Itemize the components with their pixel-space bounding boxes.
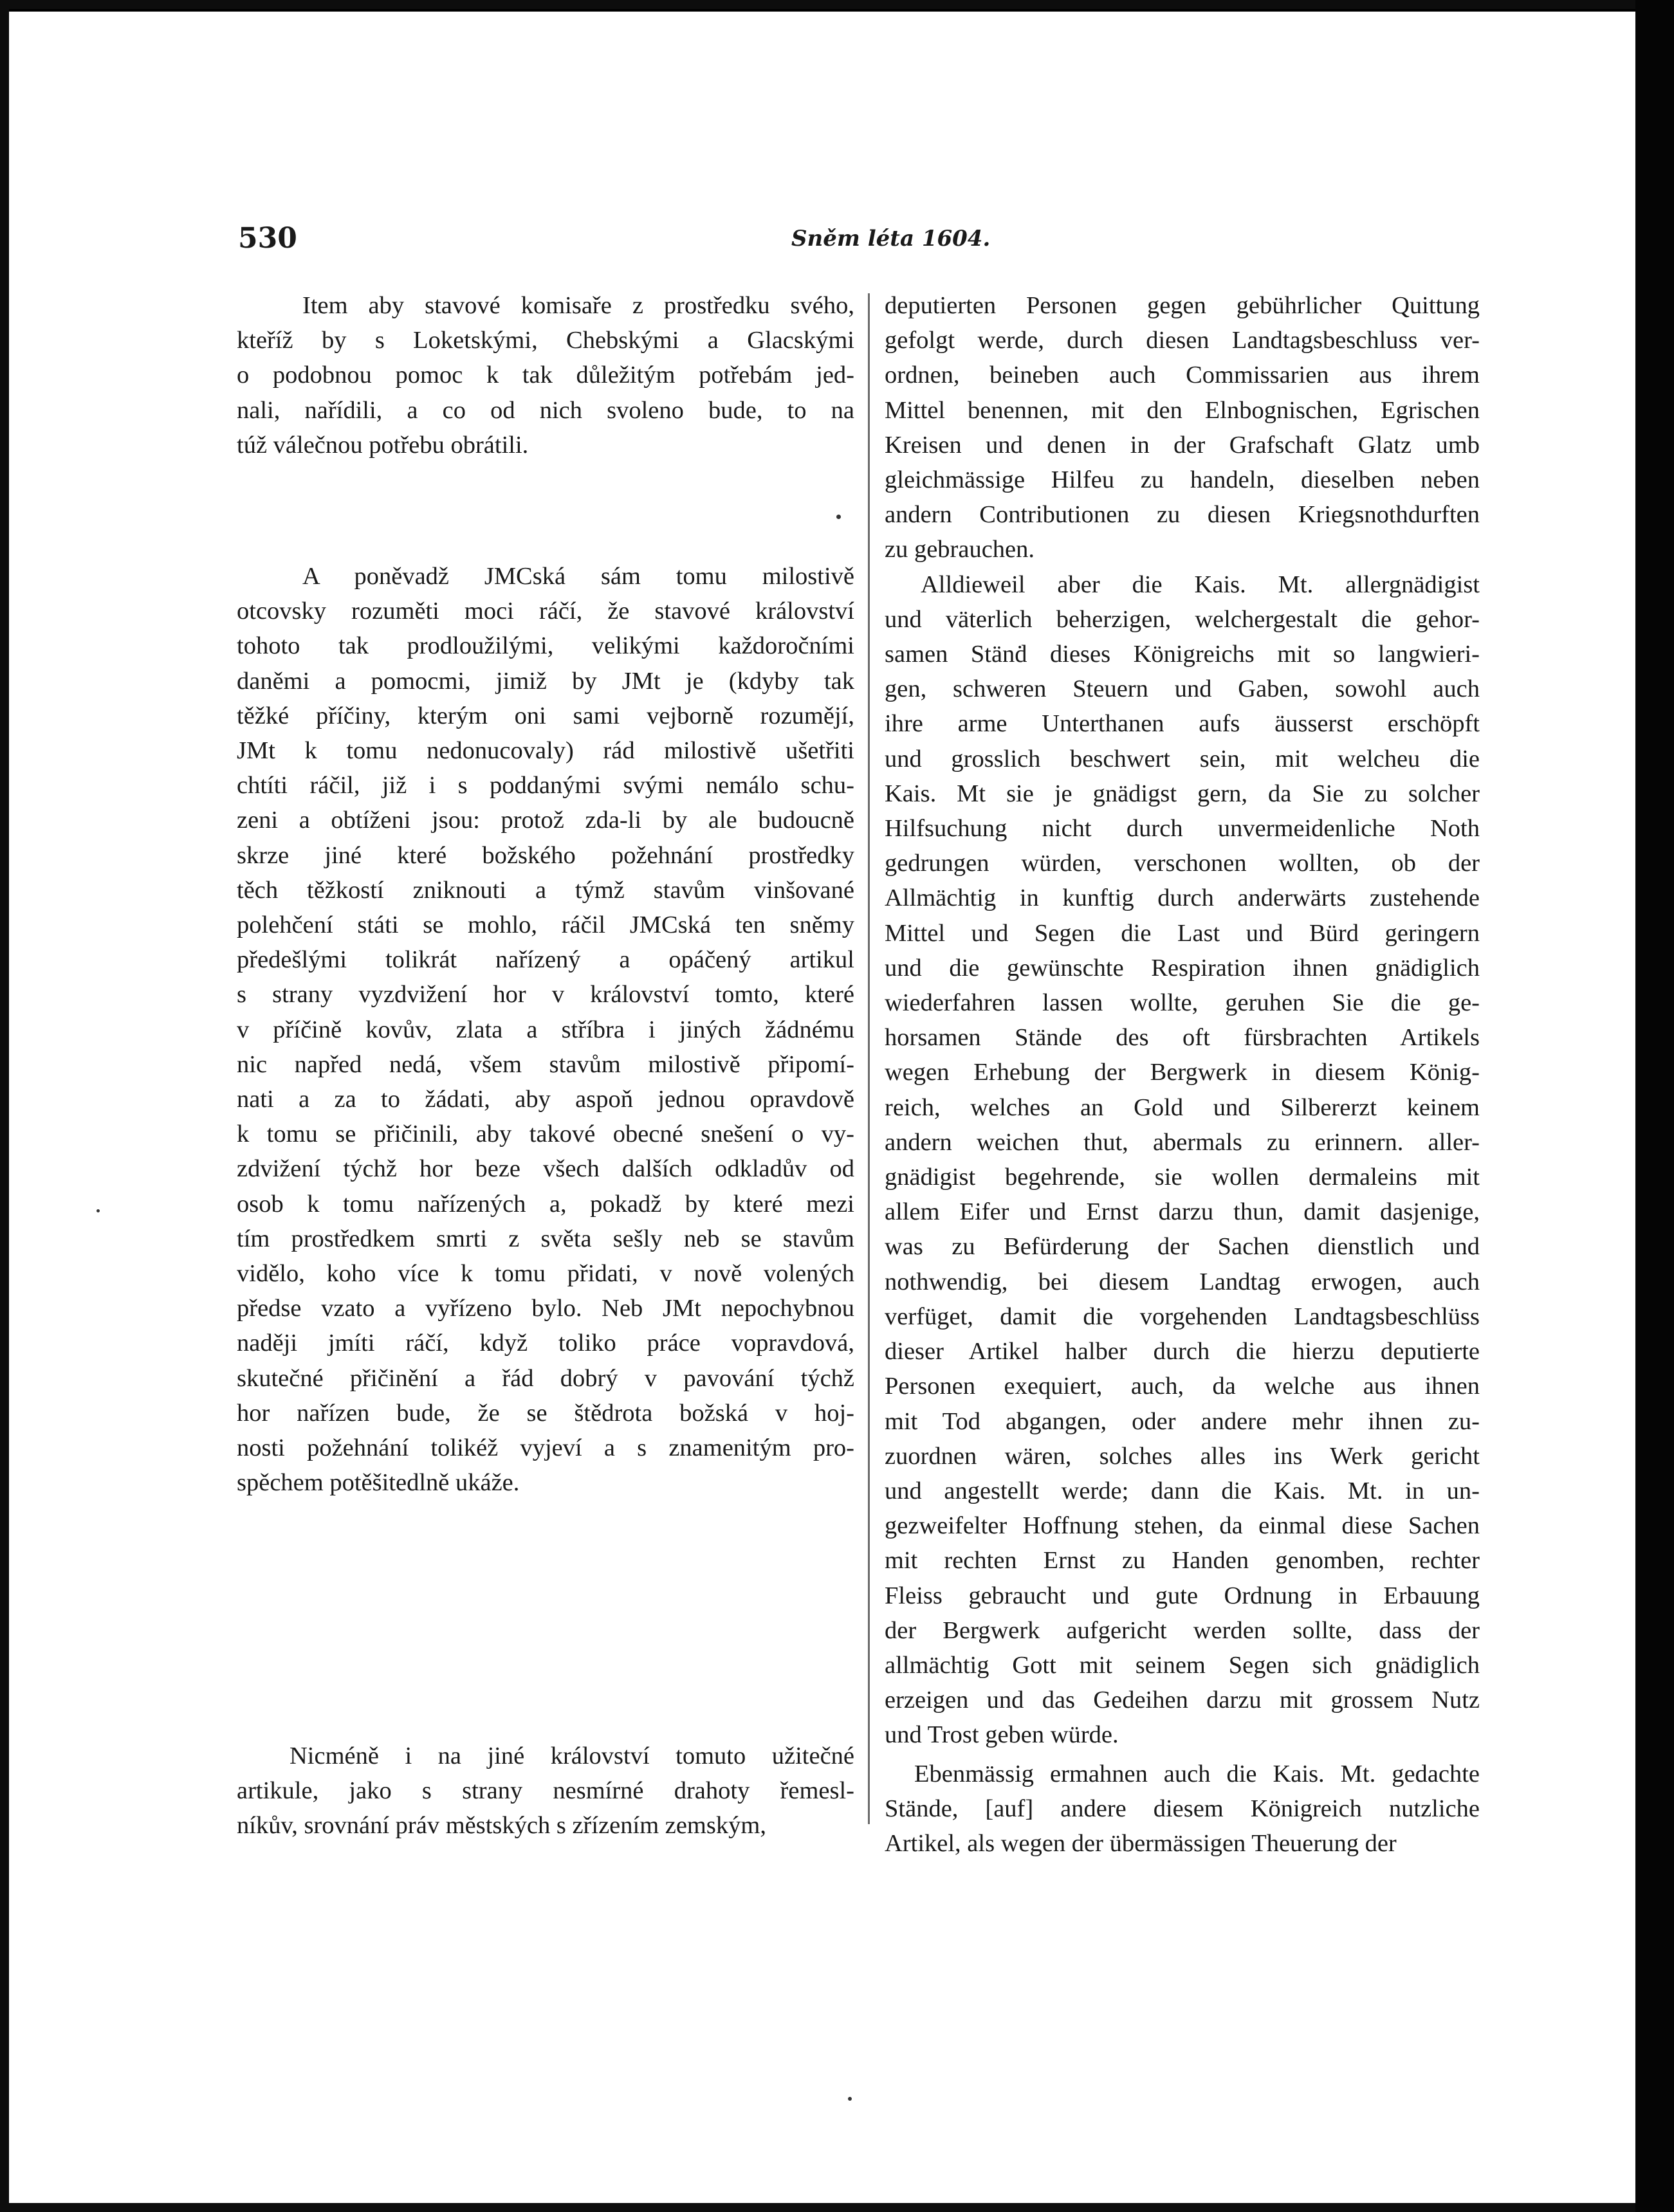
text-line: ihre arme Unterthanen aufs äusserst erschöpft — [885, 710, 1480, 738]
text-line: gedrungen würden, verschonen wollten, ob der — [885, 850, 1480, 877]
text-line: JMt k tomu nedonucovaly) rád milostivě ušetřiti — [237, 737, 854, 765]
text-line: gen, schweren Steuern und Gaben, sowohl auch — [885, 675, 1480, 703]
text-line: mit rechten Ernst zu Handen genomben, rechter — [885, 1547, 1480, 1575]
text-line: andern Contributionen zu diesen Kriegsnothdurften — [885, 501, 1480, 529]
text-line: v příčině kovův, zlata a stříbra i jiných žádnému — [237, 1016, 854, 1043]
text-line: předešlými tolikrát nařízený a opáčený artikul — [237, 946, 854, 974]
text-line: Alldieweil aber die Kais. Mt. allergnädigist — [921, 571, 1480, 598]
text-line: Kreisen und denen in der Grafschaft Glatz umb — [885, 431, 1480, 459]
running-title: Sněm léta 1604. — [791, 226, 991, 251]
text-line: dieser Artikel halber durch die hierzu deputierte — [885, 1338, 1480, 1366]
text-line: gnädigist begehrende, sie wollen dermaleins mit — [885, 1164, 1480, 1191]
text-line: samen Stänḋ dieses Königreichs mit so langwieri- — [885, 641, 1480, 668]
text-line: wiederfahren lassen wollte, geruhen Sie die ge- — [885, 989, 1480, 1017]
text-line: der Bergwerk aufgericht werden sollte, dass der — [885, 1616, 1480, 1644]
text-line: wegen Erhebung der Bergwerk in diesem König- — [885, 1059, 1480, 1086]
scan-speck — [848, 2097, 852, 2101]
text-line: tohoto tak prodloužilými, velikými každoročními — [237, 632, 854, 660]
text-line: zeni a obtíženi jsou: protož zda-li by ale budoucně — [237, 807, 854, 834]
czech-column — [237, 288, 854, 1843]
text-line: allmächtig Gott mit seinem Segen sich gnädiglich — [885, 1651, 1480, 1679]
column-divider — [868, 293, 870, 1824]
text-line: gezweifelter Hoffnung stehen, da einmal diese Sachen — [885, 1512, 1480, 1540]
text-line: nosti požehnání tolikéž vyjeví a s znamenitým pro- — [237, 1434, 854, 1462]
text-line: kteříž by s Loketskými, Chebskými a Glacskými — [237, 327, 854, 354]
text-line: zuordnen wären, solches alles ins Werk gericht — [885, 1442, 1480, 1470]
text-line: naději jmíti ráčí, když toliko práce vopravdová, — [237, 1330, 854, 1357]
text-line: andern weichen thut, abermals zu erinnern. aller- — [885, 1128, 1480, 1156]
text-line: Mittel benennen, mit den Elnbognischen, Egrischen — [885, 396, 1480, 424]
text-line: tím prostředkem smrti z světa sešly neb se stavům — [237, 1225, 854, 1252]
paragraph — [885, 1757, 1480, 1861]
text-line: skutečné přičinění a řád dobrý v pavování týchž — [237, 1364, 854, 1392]
text-line: Kais. Mt sie je gnädigst gern, da Sie zu solcher — [885, 780, 1480, 807]
text-line: předse vzato a vyřízeno bylo. Neb JMt nepochybnou — [237, 1295, 854, 1322]
text-line: artikule, jako s strany nesmírné drahoty řemesl- — [237, 1777, 854, 1804]
text-line: spěchem potěšitedlně ukáže. — [237, 1469, 520, 1497]
text-line: zdvižení týchž hor beze všech dalších odkladův od — [237, 1155, 854, 1183]
text-line: nali, nařídili, a co od nich svoleno bude, to na — [237, 396, 854, 424]
text-line: gleichmässige Hilfeu zu handeln, dieselben neben — [885, 466, 1480, 494]
german-column — [885, 288, 1480, 1861]
text-line: horsamen Stände des oft fürsbrachten Artikels — [885, 1024, 1480, 1052]
paragraph-gap — [237, 1501, 854, 1739]
scan-speck — [836, 515, 841, 519]
text-line: o podobnou pomoc k tak důležitým potřebám jed- — [237, 361, 854, 389]
text-line: Stände, [auf] andere diesem Königreich nutzliche — [885, 1795, 1480, 1822]
text-line: Personen exequiert, auch, da welche aus ihnen — [885, 1373, 1480, 1400]
paragraph — [885, 288, 1480, 567]
text-line: gefolgt werde, durch diesen Landtagsbeschluss ver- — [885, 327, 1480, 354]
text-line: und väterlich beherzigen, welchergestalt die gehor- — [885, 605, 1480, 633]
text-line: nic napřed nedá, všem stavům milostivě připomí- — [237, 1050, 854, 1078]
text-line: ordnen, beineben auch Commissarien aus ihrem — [885, 361, 1480, 389]
text-line: was zu Befürderung der Sachen dienstlich und — [885, 1233, 1480, 1261]
page-header — [238, 222, 1473, 261]
text-line: hor nařízen bude, že se štědrota božská v hoj- — [237, 1399, 854, 1427]
text-line: Artikel, als wegen der übermässigen Theuerung der — [885, 1829, 1397, 1857]
text-line: und Trost geben würde. — [885, 1721, 1119, 1749]
scan-edge-right — [1635, 0, 1674, 2212]
scan-speck — [97, 1209, 100, 1212]
text-line: und angestellt werde; dann die Kais. Mt. in un- — [885, 1477, 1480, 1504]
text-line: und die gewünschte Respiration ihnen gnädiglich — [885, 954, 1480, 982]
text-line: polehčení státi se mohlo, ráčil JMCská ten sněmy — [237, 911, 854, 939]
text-line: reich, welches an Gold und Silbererzt keinem — [885, 1093, 1480, 1121]
text-line: túž válečnou potřebu obrátili. — [237, 431, 529, 459]
text-line: s strany vyzdvižení hor v království tomto, které — [237, 981, 854, 1009]
text-line: allem Eifer und Ernst darzu thun, damit dasjenige, — [885, 1198, 1480, 1226]
text-line: A poněvadž JMCská sám tomu milostivě — [302, 563, 854, 590]
text-line: osob k tomu nařízených a, pokadž by které mezi — [237, 1190, 854, 1218]
text-line: und grosslich beschwert sein, mit welcheu die — [885, 745, 1480, 772]
text-line: vidělo, koho více k tomu přidati, v nově volených — [237, 1260, 854, 1288]
text-line: deputierten Personen gegen gebührlicher Quittung — [885, 292, 1480, 319]
text-line: těch těžkostí zniknouti a týmž stavům vinšované — [237, 876, 854, 904]
paragraph — [237, 288, 854, 462]
paragraph — [237, 1739, 854, 1843]
text-line: níkův, srovnání práv městských s zřízením zemským, — [237, 1811, 766, 1839]
text-line: chtíti ráčil, již i s poddanými svými nemálo schu- — [237, 772, 854, 800]
paragraph — [237, 559, 854, 1500]
text-line: nati a za to žádati, aby aspoň jednou opravdově — [237, 1086, 854, 1113]
text-line: Item aby stavové komisaře z prostředku svého, — [302, 292, 854, 319]
text-line: verfüget, damit die vorgehenden Landtagsbeschlüss — [885, 1303, 1480, 1330]
paragraph — [885, 567, 1480, 1753]
text-line: Hilfsuchung nicht durch unvermeidenliche Noth — [885, 815, 1480, 843]
text-line: skrze jiné které božského požehnání prostředky — [237, 841, 854, 869]
text-line: k tomu se přičinili, aby takové obecné snešení o vy- — [237, 1120, 854, 1148]
paragraph-gap — [237, 462, 854, 559]
text-line: erzeigen und das Gedeihen darzu mit grossem Nutz — [885, 1686, 1480, 1714]
text-line: Fleiss gebraucht und gute Ordnung in Erbauung — [885, 1582, 1480, 1609]
page-number: 530 — [238, 222, 297, 255]
text-line: Mittel und Segen die Last und Bürd geringern — [885, 919, 1480, 947]
text-line: Nicméně i na jiné království tomuto užitečné — [290, 1742, 854, 1769]
text-line: otcovsky rozuměti moci ráčí, že stavové království — [237, 598, 854, 625]
text-line: mit Tod abgangen, oder andere mehr ihnen zu- — [885, 1407, 1480, 1435]
text-line: zu gebrauchen. — [885, 536, 1035, 563]
text-line: daněmi a pomocmi, jimiž by JMt je (kdyby tak — [237, 667, 854, 695]
text-line: těžké příčiny, kterým oni sami vejborně rozumějí, — [237, 702, 854, 729]
text-line: nothwendig, bei diesem Landtag erwogen, auch — [885, 1268, 1480, 1295]
text-line: Allmächtig in kunftig durch anderwärts zustehende — [885, 884, 1480, 912]
text-line: Ebenmässig ermahnen auch die Kais. Mt. gedachte — [914, 1760, 1480, 1787]
